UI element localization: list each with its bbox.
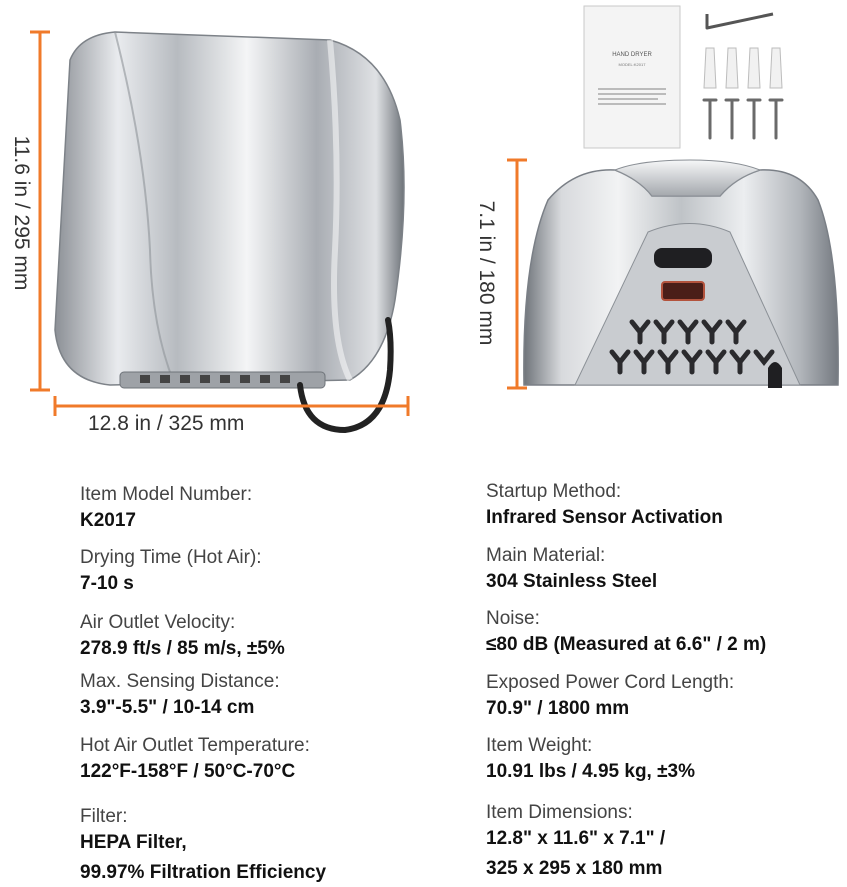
spec-label: Startup Method: [486,481,622,502]
spec-item-dimensions [486,800,665,882]
allen-key-icon [707,14,773,28]
screws-icon [704,100,782,138]
cord-slot [768,362,782,388]
spec-value: 3.9"-5.5" / 10-14 cm [80,697,255,718]
width-dimension-label: 12.8 in / 325 mm [88,412,245,435]
spec-item-weight [486,733,695,785]
spec-label: Noise: [486,608,540,629]
dryer-front-view [524,160,838,388]
height-dimension-label: 11.6 in / 295 mm [10,135,33,291]
spec-label: Max. Sensing Distance: [80,671,280,692]
spec-drying-time [80,545,262,597]
spec-outlet-temperature [80,733,310,785]
spec-cord-length [486,670,734,722]
spec-value: 304 Stainless Steel [486,571,658,592]
spec-value: ≤80 dB (Measured at 6.6" / 2 m) [486,634,767,655]
spec-value: 10.91 lbs / 4.95 kg, ±3% [486,761,695,782]
wall-anchors-icon [704,48,782,88]
spec-label: Item Dimensions: [486,802,633,823]
manual-subtitle: MODEL:K2017 [618,62,646,67]
spec-model-number [80,482,252,534]
spec-air-outlet-velocity [80,610,285,662]
spec-main-material [486,543,657,595]
spec-label: Item Weight: [486,735,593,756]
height-dimension-line [30,32,50,390]
spec-value: 278.9 ft/s / 85 m/s, ±5% [80,638,285,659]
spec-label: Main Material: [486,545,606,566]
spec-value: K2017 [80,510,136,531]
spec-label: Drying Time (Hot Air): [80,547,262,568]
spec-label: Item Model Number: [80,484,253,505]
dryer-side-view [55,32,404,388]
spec-label: Air Outlet Velocity: [80,612,236,633]
spec-value: Infrared Sensor Activation [486,507,723,528]
spec-startup-method [486,479,723,531]
spec-value-line2: 325 x 295 x 180 mm [486,858,663,879]
spec-value: HEPA Filter, [80,832,187,853]
depth-dimension-label: 7.1 in / 180 mm [475,200,498,346]
indicator-light [662,282,704,300]
spec-sensing-distance [80,669,280,721]
spec-value: 70.9" / 1800 mm [486,698,630,719]
spec-value: 12.8" x 11.6" x 7.1" / [486,828,666,849]
manual-title: HAND DRYER [612,52,652,58]
spec-noise [486,606,766,658]
spec-value-line2: 99.97% Filtration Efficiency [80,862,327,883]
sensor-window [654,248,712,268]
spec-label: Hot Air Outlet Temperature: [80,735,310,756]
spec-label: Exposed Power Cord Length: [486,672,735,693]
spec-value: 7-10 s [80,573,134,594]
spec-filter [80,804,326,886]
spec-value: 122°F-158°F / 50°C-70°C [80,761,296,782]
manual-booklet [584,6,680,148]
spec-label: Filter: [80,806,128,827]
